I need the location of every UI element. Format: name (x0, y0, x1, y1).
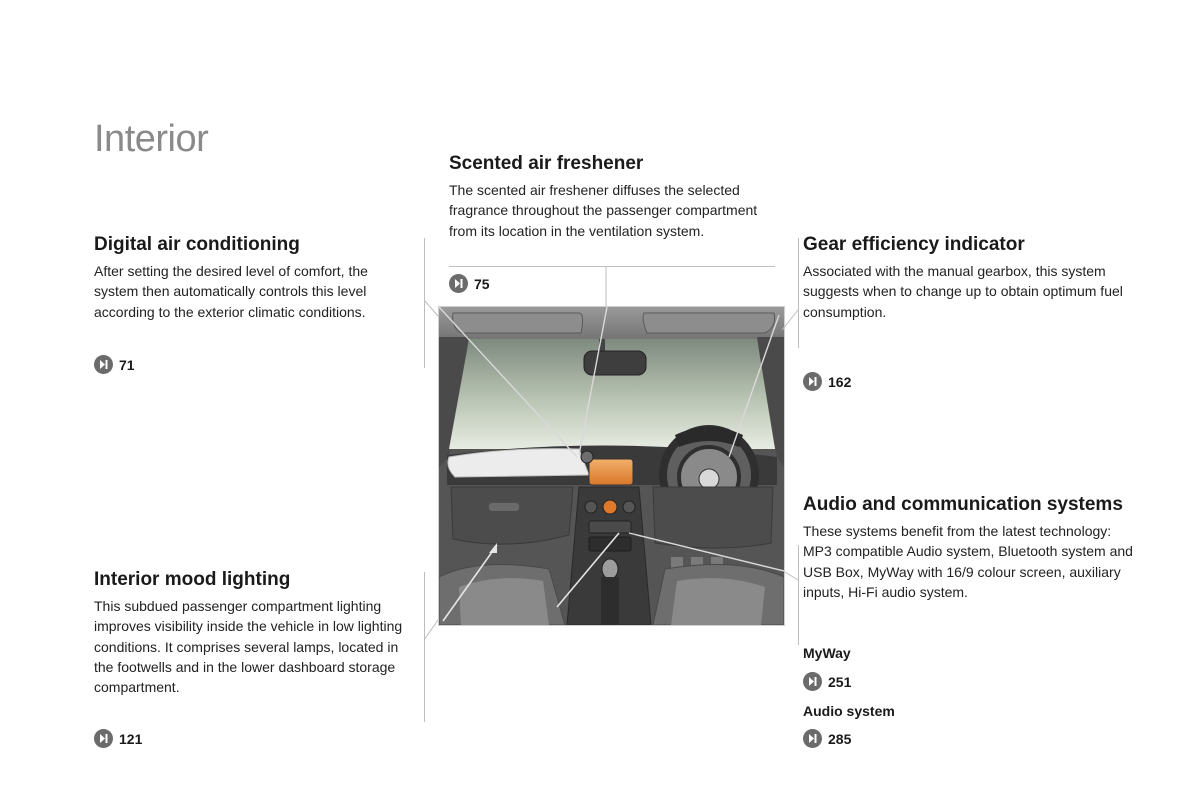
section-scented-air-freshener (449, 153, 779, 241)
divider-gear (798, 238, 799, 348)
page-ref-number: 251 (828, 673, 852, 690)
page-ref-number: 75 (474, 275, 490, 292)
divider-mood (424, 572, 425, 722)
play-next-icon (449, 274, 468, 293)
page-ref-digital-ac[interactable] (94, 355, 135, 374)
page-ref-number: 121 (119, 730, 143, 747)
dashboard-drawing (439, 307, 784, 625)
page-ref-audio-system[interactable] (803, 729, 851, 748)
section-audio-communication (803, 494, 1133, 602)
section-interior-mood-lighting (94, 569, 419, 697)
section-digital-air-conditioning (94, 234, 414, 322)
play-next-icon (94, 355, 113, 374)
page-ref-number: 285 (828, 730, 852, 747)
section-gear-efficiency-indicator (803, 234, 1133, 322)
section-body: After setting the desired level of comfort, the system then automatically controls this level according to the exterior climatic conditions. (94, 263, 368, 320)
page-title: Interior (94, 118, 209, 160)
play-next-icon (803, 672, 822, 691)
car-interior-illustration (438, 306, 785, 626)
section-title: Audio and communication systems (803, 494, 1123, 515)
section-title: Scented air freshener (449, 153, 644, 174)
page-ref-number: 162 (828, 373, 852, 390)
section-title: Gear efficiency indicator (803, 234, 1025, 255)
page-ref-number: 71 (119, 356, 135, 373)
divider-audio (798, 545, 799, 645)
section-body: These systems benefit from the latest technology: MP3 compatible Audio system, Bluetooth system and USB Box, MyWay with 16/9 colour screen, auxiliary inputs, Hi-Fi audio system. (803, 523, 1133, 600)
section-body: The scented air freshener diffuses the selected fragrance throughout the passenger compartment from its location in the ventilation system. (449, 182, 758, 239)
page-ref-mood[interactable] (94, 729, 142, 748)
section-body: This subdued passenger compartment lighting improves visibility inside the vehicle in low lighting conditions. It comprises several lamps, located in the footwells and in the lower dashboard storage compartment. (94, 598, 403, 696)
play-next-icon (803, 729, 822, 748)
divider-scented (449, 266, 775, 267)
page-ref-myway[interactable] (803, 672, 851, 691)
myway-label: MyWay (803, 645, 851, 661)
play-next-icon (94, 729, 113, 748)
section-body: Associated with the manual gearbox, this system suggests when to change up to obtain optimum fuel consumption. (803, 263, 1123, 320)
page-ref-scented[interactable] (449, 274, 490, 293)
divider-digital-ac (424, 238, 425, 368)
page-ref-gear[interactable] (803, 372, 851, 391)
audio-system-label: Audio system (803, 703, 895, 719)
play-next-icon (803, 372, 822, 391)
section-title: Interior mood lighting (94, 569, 291, 590)
section-title: Digital air conditioning (94, 234, 300, 255)
